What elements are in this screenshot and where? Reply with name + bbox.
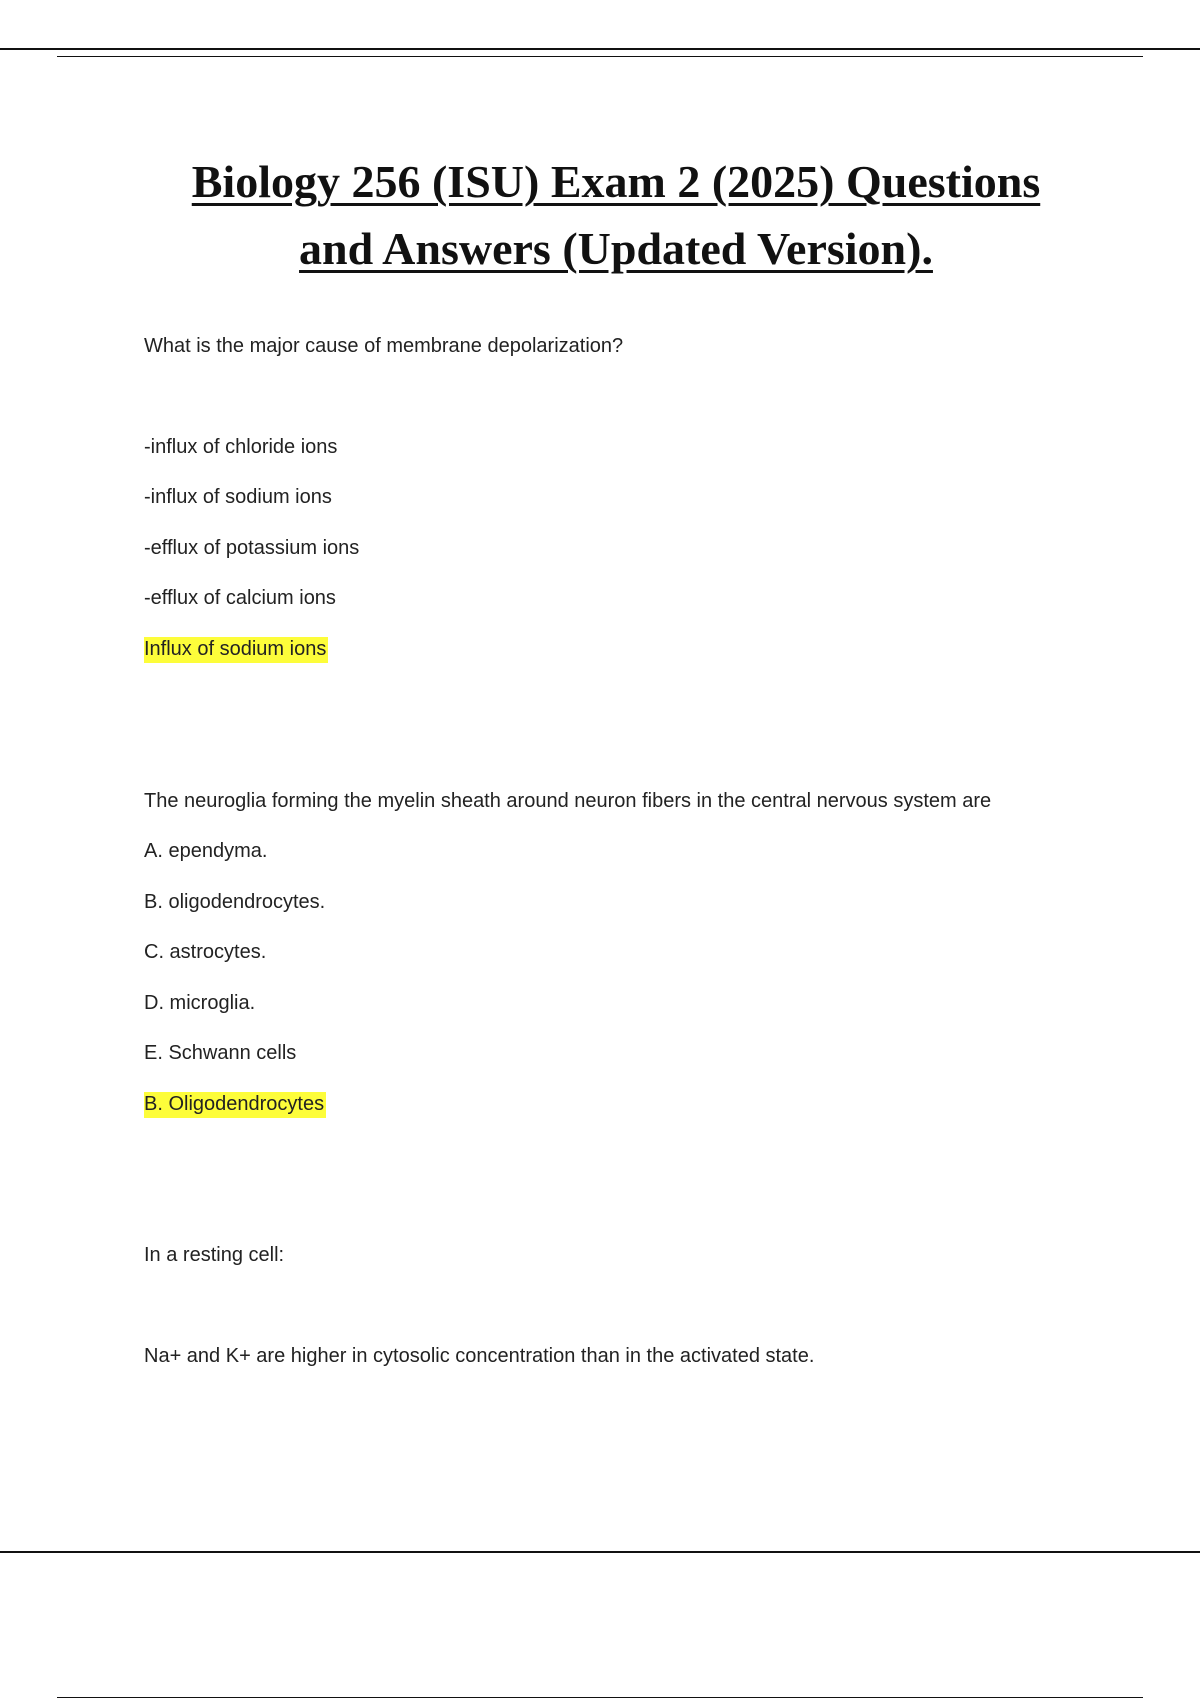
question-2-prompt: The neuroglia forming the myelin sheath around neuron fibers in the central nervous system are <box>144 790 992 812</box>
question-1-option-3: -efflux of potassium ions <box>144 537 360 559</box>
question-1-option-4: -efflux of calcium ions <box>144 587 336 609</box>
question-2-option-a: A. ependyma. <box>144 840 268 862</box>
question-2-option-d: D. microglia. <box>144 992 256 1014</box>
top-inner-rule <box>57 56 1143 57</box>
question-2-option-e: E. Schwann cells <box>144 1042 297 1064</box>
top-border-rule <box>0 48 1200 50</box>
question-1-prompt: What is the major cause of membrane depolarization? <box>144 335 624 357</box>
question-1-answer <box>144 635 328 663</box>
title-line-1: Biology 256 (ISU) Exam 2 (2025) Questions <box>191 156 1041 207</box>
question-1-option-1: -influx of chloride ions <box>144 436 338 458</box>
bottom-inner-rule <box>57 1697 1143 1698</box>
document-title <box>0 148 1200 282</box>
question-2-answer-highlight: B. Oligodendrocytes <box>144 1092 326 1118</box>
bottom-border-rule <box>0 1551 1200 1553</box>
question-3-prompt: In a resting cell: <box>144 1244 285 1266</box>
question-2-answer <box>144 1090 326 1118</box>
question-1-option-2: -influx of sodium ions <box>144 486 332 508</box>
question-1-answer-highlight: Influx of sodium ions <box>144 637 328 663</box>
title-line-2: and Answers (Updated Version). <box>299 223 933 274</box>
question-3-answer: Na+ and K+ are higher in cytosolic concentration than in the activated state. <box>144 1345 815 1367</box>
question-2-option-c: C. astrocytes. <box>144 941 267 963</box>
question-2-option-b: B. oligodendrocytes. <box>144 891 326 913</box>
